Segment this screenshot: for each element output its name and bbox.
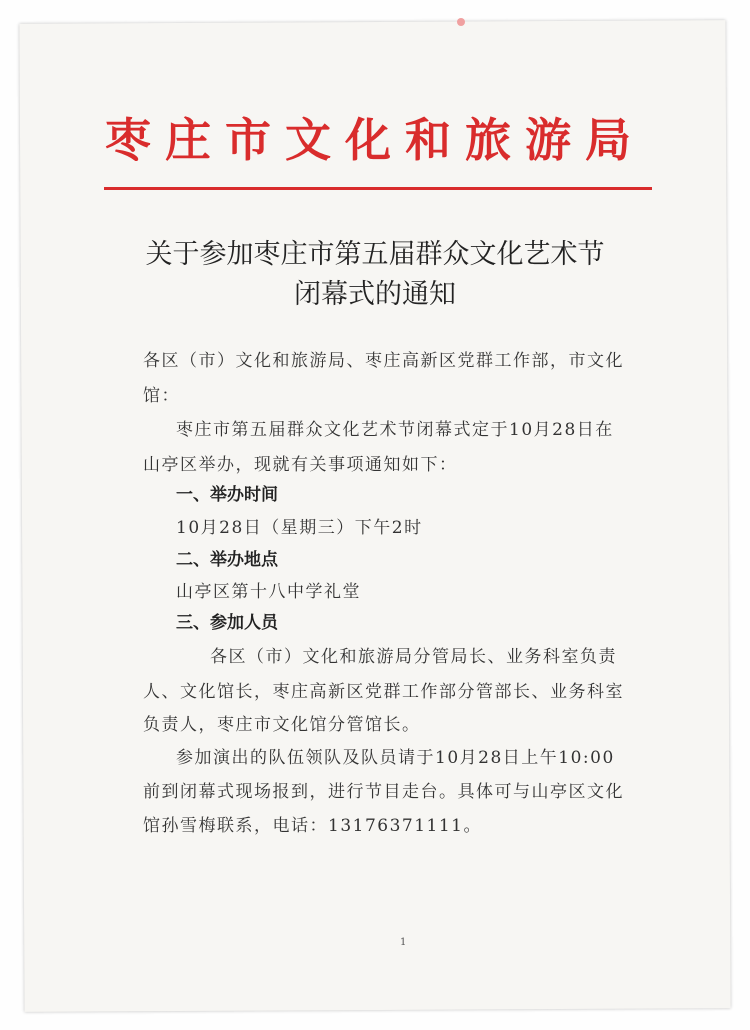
notice-title-line2: 闭幕式的通知	[294, 279, 456, 310]
intro-line1: 枣庄市第五届群众文化艺术节闭幕式定于10月28日在	[176, 420, 614, 440]
section3-line2: 人、文化馆长，枣庄高新区党群工作部分管部长、业务科室	[143, 682, 624, 702]
paragraph-line1: 参加演出的队伍领队及队员请于10月28日上午10:00	[176, 748, 615, 768]
section3-line3: 负责人，枣庄市文化馆分管馆长。	[143, 715, 421, 735]
notice-title-line1: 关于参加枣庄市第五届群众文化艺术节	[145, 239, 605, 270]
section3-heading: 三、参加人员	[176, 613, 278, 633]
letterhead-divider	[104, 187, 652, 190]
red-mark	[457, 18, 465, 26]
section2-text: 山亭区第十八中学礼堂	[176, 582, 361, 602]
page-number: 1	[400, 937, 407, 948]
intro-line2: 山亭区举办，现就有关事项通知如下：	[143, 455, 458, 475]
paragraph-line2: 前到闭幕式现场报到，进行节目走台。具体可与山亭区文化	[143, 782, 624, 802]
addressee-line1: 各区（市）文化和旅游局、枣庄高新区党群工作部，市文化	[143, 351, 624, 371]
addressee-line2: 馆：	[143, 386, 180, 406]
section1-text: 10月28日（星期三）下午2时	[176, 518, 423, 538]
letterhead-title: 枣庄市文化和旅游局	[105, 113, 645, 167]
section3-line1: 各区（市）文化和旅游局分管局长、业务科室负责	[210, 647, 617, 667]
paragraph-line3: 馆孙雪梅联系，电话：13176371111。	[143, 816, 482, 836]
section2-heading: 二、举办地点	[176, 550, 278, 570]
section1-heading: 一、举办时间	[176, 485, 278, 505]
